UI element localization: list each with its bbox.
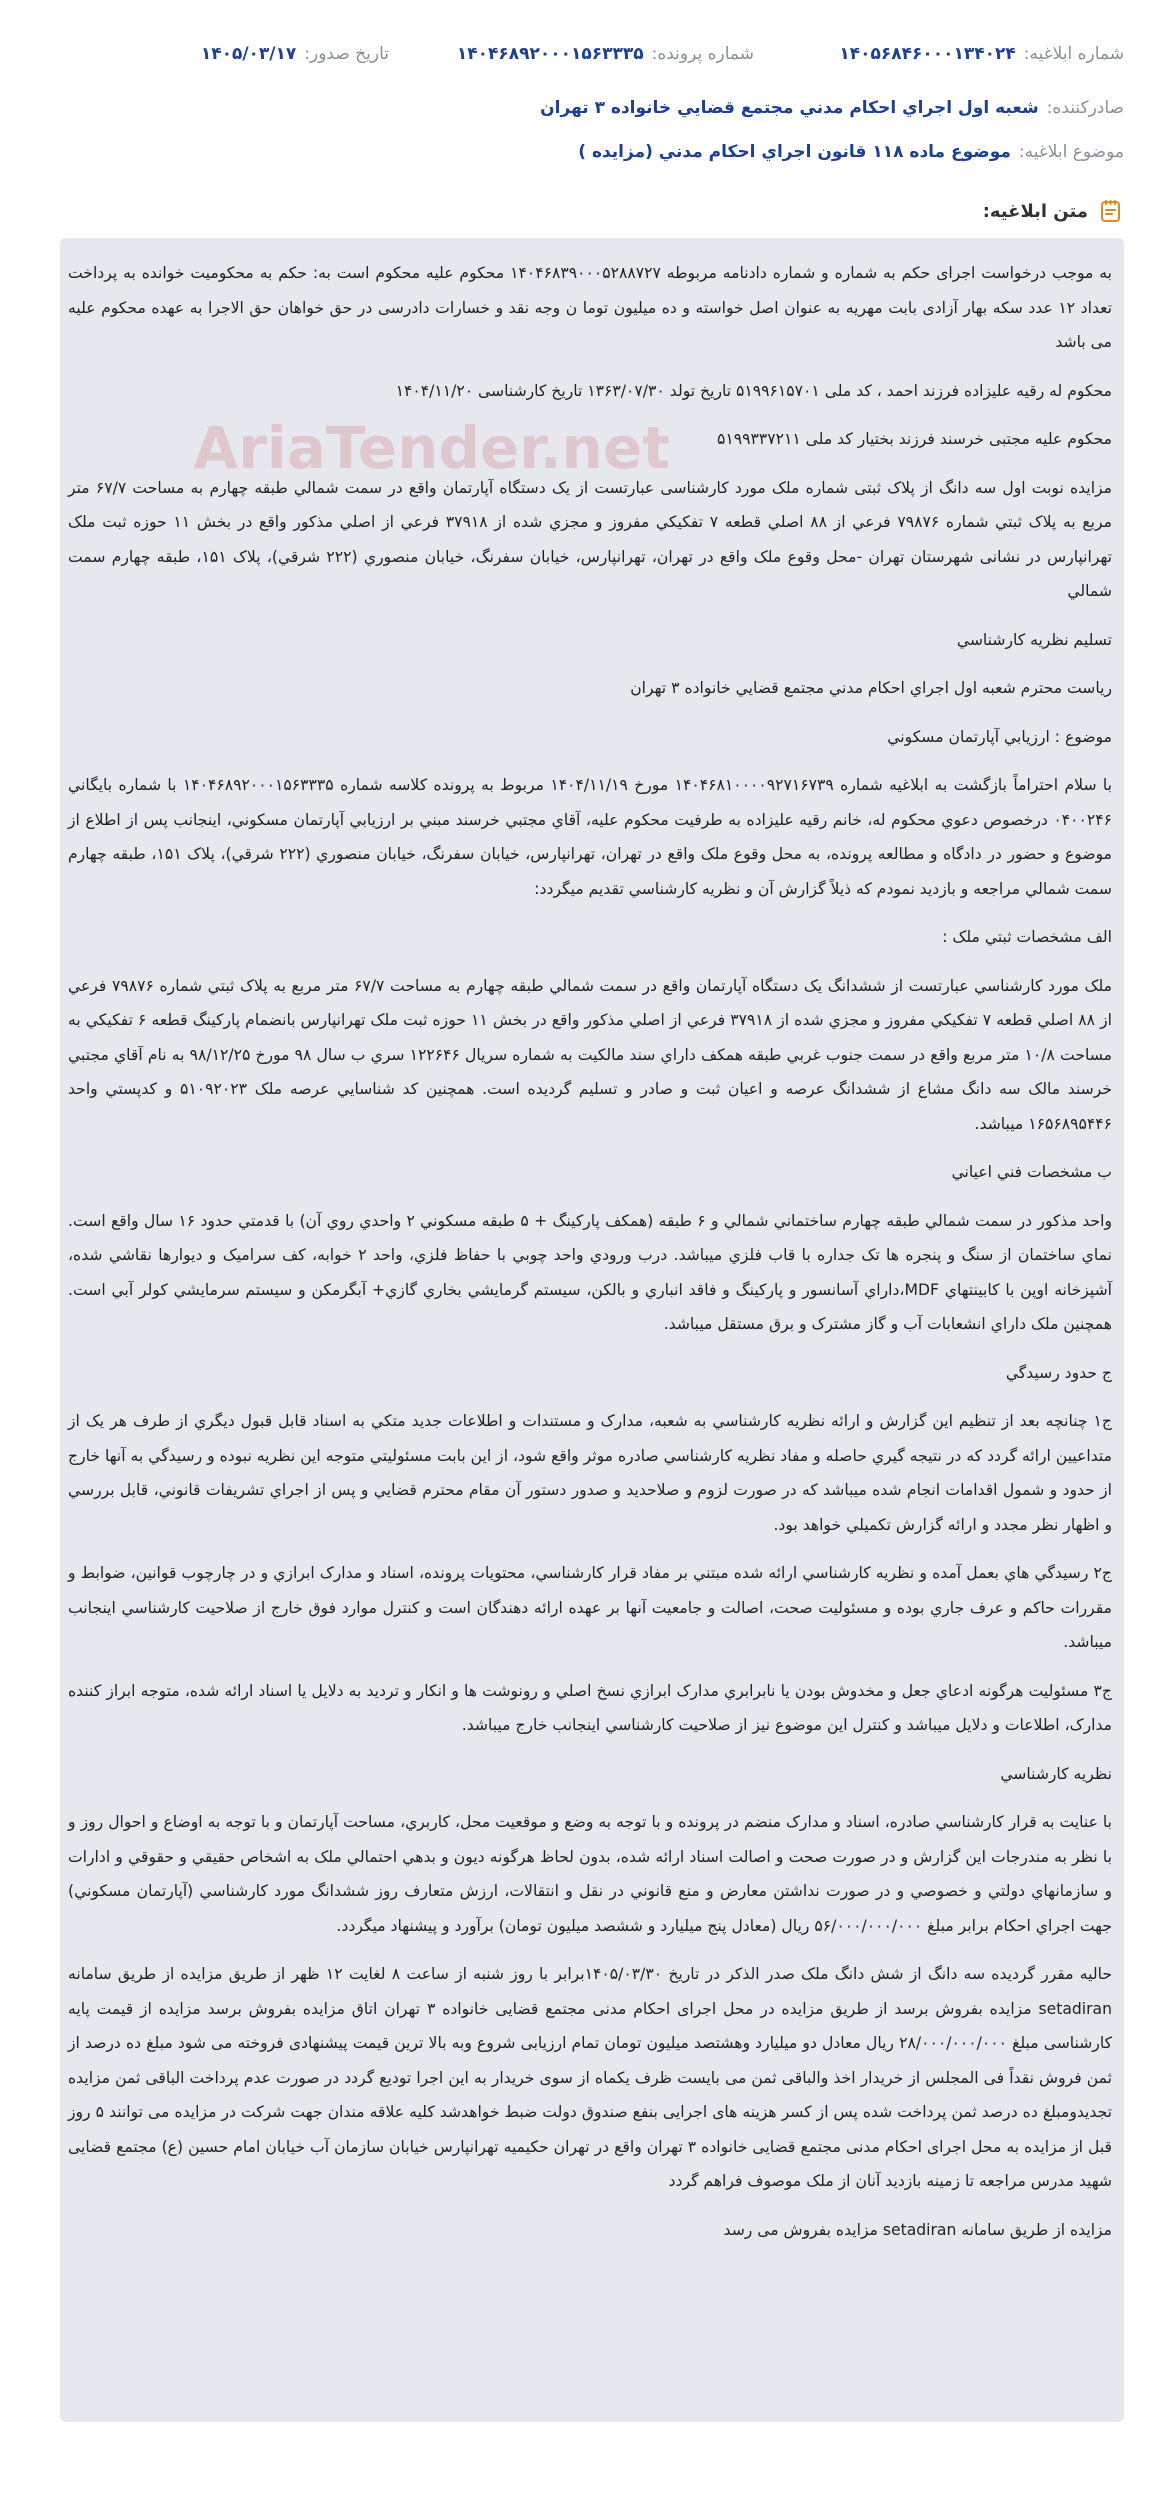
issuer-label: صادرکننده: bbox=[1046, 98, 1124, 118]
body-paragraph: موضوع : ارزيابي آپارتمان مسکوني bbox=[887, 727, 1112, 746]
body-paragraph: واحد مذکور در سمت شمالي طبقه چهارم ساختماني شمالي و ۶ طبقه (همکف پارکينگ + ۵ طبقه مسکوني ۲ واحدي روي آن) با قدمتي حدود ۱۶ سال واقع است. نماي ساختمان از سنگ و پنجره ها تک جداره با قاب فلزي ميباشد. درب ورودي واحد چوبي با حفاظ فلزي، واحد ۲ خوابه، کف سراميک و ديوارها نقاشي شده، آشپزخانه اوپن با کابينتهاي MDF،داراي آسانسور و پارکينگ و فاقد انباري و بالکن، سيستم گرمايشي بخاري گازي+ آبگرمکن و سيستم سرمايشي کولر آبي است. همچنين ملک داراي انشعابات آب و گاز مشترک و برق مستقل ميباشد. bbox=[68, 1211, 1112, 1333]
document-icon bbox=[1098, 198, 1124, 224]
body-paragraph: تسليم نظريه کارشناسي bbox=[956, 630, 1112, 649]
watermark-text: AriaTender.net bbox=[193, 414, 670, 482]
case-number-label: شماره پرونده: bbox=[651, 44, 754, 64]
issuer-value: شعبه اول اجراي احکام مدني مجتمع قضايي خانواده ۳ تهران bbox=[540, 98, 1039, 118]
body-paragraph: ج حدود رسيدگي bbox=[1005, 1363, 1112, 1382]
case-number-value: ۱۴۰۴۶۸۹۲۰۰۰۱۵۶۳۳۳۵ bbox=[456, 44, 644, 64]
body-paragraph: حالیه مقرر گردیده سه دانگ از شش دانگ ملک صدر الذکر در تاریخ ۱۴۰۵/۰۳/۳۰برابر با روز شنبه از ساعت ۸ لغایت ۱۲ ظهر از طریق مزایده از طریق سامانه setadiran مزايده بفروش برسد از طریق مزایده در محل اجرای احکام مدنی مجتمع قضایی خانواده ۳ تهران اتاق مزایده بفروش برسد مزایده از قیمت پایه کارشناسی مبلغ ۲۸/۰۰۰/۰۰۰/۰۰۰ ریال معادل دو میلیارد وهشتصد میلیون تومان تمام ارزیابی شروع وبه بالا ترین قیمت پیشنهادی فروخته می شود مبلغ ده درصد از ثمن فروش نقداً فی المجلس از خریدار اخذ والباقی ثمن می بایست ظرف یکماه از سوی خریدار به این اجرا تودیع گردد در صورت عدم پرداخت الباقی ثمن مزایده تجدیدومبلغ ده درصد ثمن پرداخت شده پس از کسر هزینه های اجرایی بنفع صندوق دولت ضبط خواهدشد کلیه علاقه مندان جهت شرکت در مزایده می توانند ۵ روز قبل از مزایده به محل اجرای احکام مدنی مجتمع قضایی خانواده ۳ تهران واقع در تهران حکیمیه تهرانپارس خیابان سازمان آب خیابان امام حسین (ع) مجتمع قضایی شهید مدرس مراجعه تا زمینه بازدید آنان از ملک موصوف فراهم گردد bbox=[68, 1965, 1112, 2190]
notice-number-label: شماره ابلاغیه: bbox=[1023, 44, 1124, 64]
notice-text-heading bbox=[983, 198, 1124, 224]
subject-label: موضوع ابلاغیه: bbox=[1018, 142, 1124, 162]
header-row-subject bbox=[50, 142, 1124, 162]
body-paragraph: ج۲ رسيدگي هاي بعمل آمده و نظريه کارشناسي ارائه شده مبتني بر مفاد قرار کارشناسي، محتويات پرونده، اسناد و مدارک ابرازي و در چارچوب قوانين، ضوابط و مقررات حاکم و عرف جاري بوده و مسئوليت صحت، اصالت و جامعيت آنها بر عهده ارائه دهندگان است و کنترل موارد فوق خارج از صلاحيت کارشناسي اينجانب ميباشد. bbox=[68, 1564, 1112, 1651]
body-paragraph: ج۳ مسئوليت هرگونه ادعاي جعل و مخدوش بودن يا نابرابري مدارک ابرازي نسخ اصلي و رونوشت ها و انکار و ترديد به دلايل يا اسناد ارائه شده، متوجه ابراز کننده مدارک، اطلاعات و دلايل ميباشد و کنترل اين موضوع نيز از صلاحيت کارشناسي اينجانب خارج ميباشد. bbox=[68, 1681, 1112, 1734]
body-paragraph: ب مشخصات فني اعياني bbox=[951, 1163, 1112, 1181]
header-row-issuer bbox=[50, 98, 1124, 118]
body-paragraph: مزايده از طريق سامانه setadiran مزايده بفروش می رسد bbox=[723, 2220, 1112, 2239]
body-paragraph: نظريه کارشناسي bbox=[1000, 1764, 1112, 1783]
body-paragraph: با عنايت به قرار کارشناسي صادره، اسناد و مدارک منضم در پرونده و با توجه به وضع و موقعيت محل، کاربري، مساحت آپارتمان و با توجه به اوضاع و احوال روز و با نظر به مندرجات اين گزارش و در صورت صحت و اصالت اسناد ارائه شده، بدون لحاظ هرگونه ديون و بدهي احتمالي ملک به اشخاص حقيقي و حقوقي و ادارات و سازمانهاي دولتي و خصوصي و در صورت نداشتن معارض و منع قانوني در نقل و انتقالات، ارزش متعارف روز ششدانگ مورد کارشناسي (آپارتمان مسکوني) جهت اجراي احکام برابر مبلغ ۵۶/۰۰۰/۰۰۰/۰۰۰ ريال (معادل پنج ميليارد و ششصد ميليون تومان) برآورد و پيشنهاد ميگردد. bbox=[68, 1813, 1112, 1935]
notice-text-title: متن ابلاغیه: bbox=[982, 200, 1088, 222]
notice-number-field bbox=[839, 44, 1124, 64]
issue-date-label: تاریخ صدور: bbox=[304, 44, 389, 64]
body-paragraph: محکوم له رقیه علیزاده فرزند احمد ، کد ملی ۵۱۹۹۶۱۵۷۰۱ تاریخ تولد ۱۳۶۳/۰۷/۳۰ تاریخ کارشناسی ۱۴۰۴/۱۱/۲۰ bbox=[395, 381, 1112, 400]
notice-body bbox=[68, 256, 1112, 2261]
case-number-field bbox=[457, 44, 754, 64]
body-paragraph: رياست محترم شعبه اول اجراي احکام مدني مجتمع قضايي خانواده ۳ تهران bbox=[630, 679, 1112, 697]
issue-date-value: ۱۴۰۵/۰۳/۱۷ bbox=[200, 44, 297, 64]
body-paragraph: مزايده نوبت اول سه دانگ از پلاک ثبتی شماره ملک مورد کارشناسی عبارتست از یک دستگاه آپارتمان واقع در سمت شمالي طبقه چهارم به مساحت ۶۷/۷ متر مربع به پلاک ثبتي شماره ۷۹۸۷۶ فرعي از ۸۸ اصلي قطعه ۷ تفکيکي مفروز و مجزي شده از ۳۷۹۱۸ فرعي از اصلي مذکور واقع در بخش ۱۱ حوزه ثبت ملک تهرانپارس در نشانی شهرستان تهران -محل وقوع ملک واقع در تهران، تهرانپارس، خيابان سفرنگ، خيابان منصوري (۲۲۲ شرقي)، پلاک ۱۵۱، طبقه چهارم سمت شمالي bbox=[68, 478, 1112, 600]
body-paragraph: ج۱ چنانچه بعد از تنظيم اين گزارش و ارائه نظريه کارشناسي به شعبه، مدارک و مستندات و اطلاعات جديد متکي به اسناد قابل قبول ديگري از طرف هر يک از متداعيين ارائه گردد که در نتيجه گيري حاصله و مفاد نظريه کارشناسي صادره موثر واقع شود، از اين بابت مسئوليتي متوجه اين نظريه نبوده و رسيدگي به آنها خارج از حدود و شمول اقدامات انجام شده ميباشد که در صورت لزوم و صلاحديد و صدور دستور آن مقام محترم قضايي و پس از اجراي تشريفات قانوني، قابل بررسي و اظهار نظر مجدد و ارائه گزارش تکميلي خواهد بود. bbox=[68, 1412, 1112, 1534]
subject-value: موضوع ماده ۱۱۸ قانون اجراي احکام مدني (مزايده ) bbox=[578, 142, 1011, 162]
body-paragraph: محکوم علیه مجتبی خرسند فرزند بختیار کد ملی ۵۱۹۹۳۳۷۲۱۱ bbox=[716, 430, 1112, 448]
body-paragraph: الف مشخصات ثبتي ملک : bbox=[942, 928, 1112, 946]
notice-number-value: ۱۴۰۵۶۸۴۶۰۰۰۱۳۴۰۲۴ bbox=[839, 44, 1016, 64]
body-paragraph: به موجب درخواست اجرای حکم به شماره و شماره دادنامه مربوطه ۱۴۰۴۶۸۳۹۰۰۰۵۲۸۸۷۲۷ محکوم علیه محکوم است به: حکم به محکومیت خوانده به پرداخت تعداد ۱۲ عدد سکه بهار آزادی بابت مهریه به عنوان اصل خواسته و ده میلیون توما ن وجه نقد و خسارات دادرسی در حق خواهان حق الاجرا به عهده محکوم علیه می باشد bbox=[68, 264, 1112, 351]
body-paragraph: ملک مورد کارشناسي عبارتست از ششدانگ يک دستگاه آپارتمان واقع در سمت شمالي طبقه چهارم به مساحت ۶۷/۷ متر مربع به پلاک ثبتي شماره ۷۹۸۷۶ فرعي از ۸۸ اصلي قطعه ۷ تفکيکي مفروز و مجزي شده از ۳۷۹۱۸ فرعي از اصلي مذکور واقع در بخش ۱۱ حوزه ثبت ملک تهرانپارس بانضمام پارکينگ قطعه ۶ تفکيکي به مساحت ۱۰/۸ متر مربع واقع در سمت جنوب غربي طبقه همکف داراي سند مالکيت به شماره سريال ۱۲۲۶۴۶ سري ب سال ۹۸ مورخ ۹۸/۱۲/۲۵ به نام آقاي مجتبي خرسند مالک سه دانگ مشاع از ششدانگ عرصه و اعيان ثبت و صادر و تسليم گرديده است. همچنين کد شناسايي عرصه ملک ۵۱۰۹۲۰۲۳ و کدپستي واحد ۱۶۵۶۸۹۵۴۴۶ ميباشد. bbox=[68, 976, 1112, 1133]
issue-date-field bbox=[201, 44, 389, 64]
body-paragraph: با سلام احتراماً بازگشت به ابلاغيه شماره ۱۴۰۴۶۸۱۰۰۰۰۹۲۷۱۶۷۳۹ مورخ ۱۴۰۴/۱۱/۱۹ مربوط به پرونده کلاسه شماره ۱۴۰۴۶۸۹۲۰۰۰۱۵۶۳۳۳۵ با شماره بايگاني ۰۴۰۰۲۴۶ درخصوص دعوي محکوم له، خانم رقيه عليزاده به طرفيت محکوم عليه، آقاي مجتبي خرسند مبني بر ارزيابي آپارتمان مسکوني، اينجانب پس از اطلاع از موضوع و حضور در دادگاه و مطالعه پرونده، به محل وقوع ملک واقع در تهران، تهرانپارس، خيابان سفرنگ، خيابان منصوري (۲۲۲ شرقي)، پلاک ۱۵۱، طبقه چهارم سمت شمالي مراجعه و بازديد نمودم که ذيلاً گزارش آن و نظريه کارشناسي تقديم ميگردد: bbox=[68, 776, 1113, 898]
